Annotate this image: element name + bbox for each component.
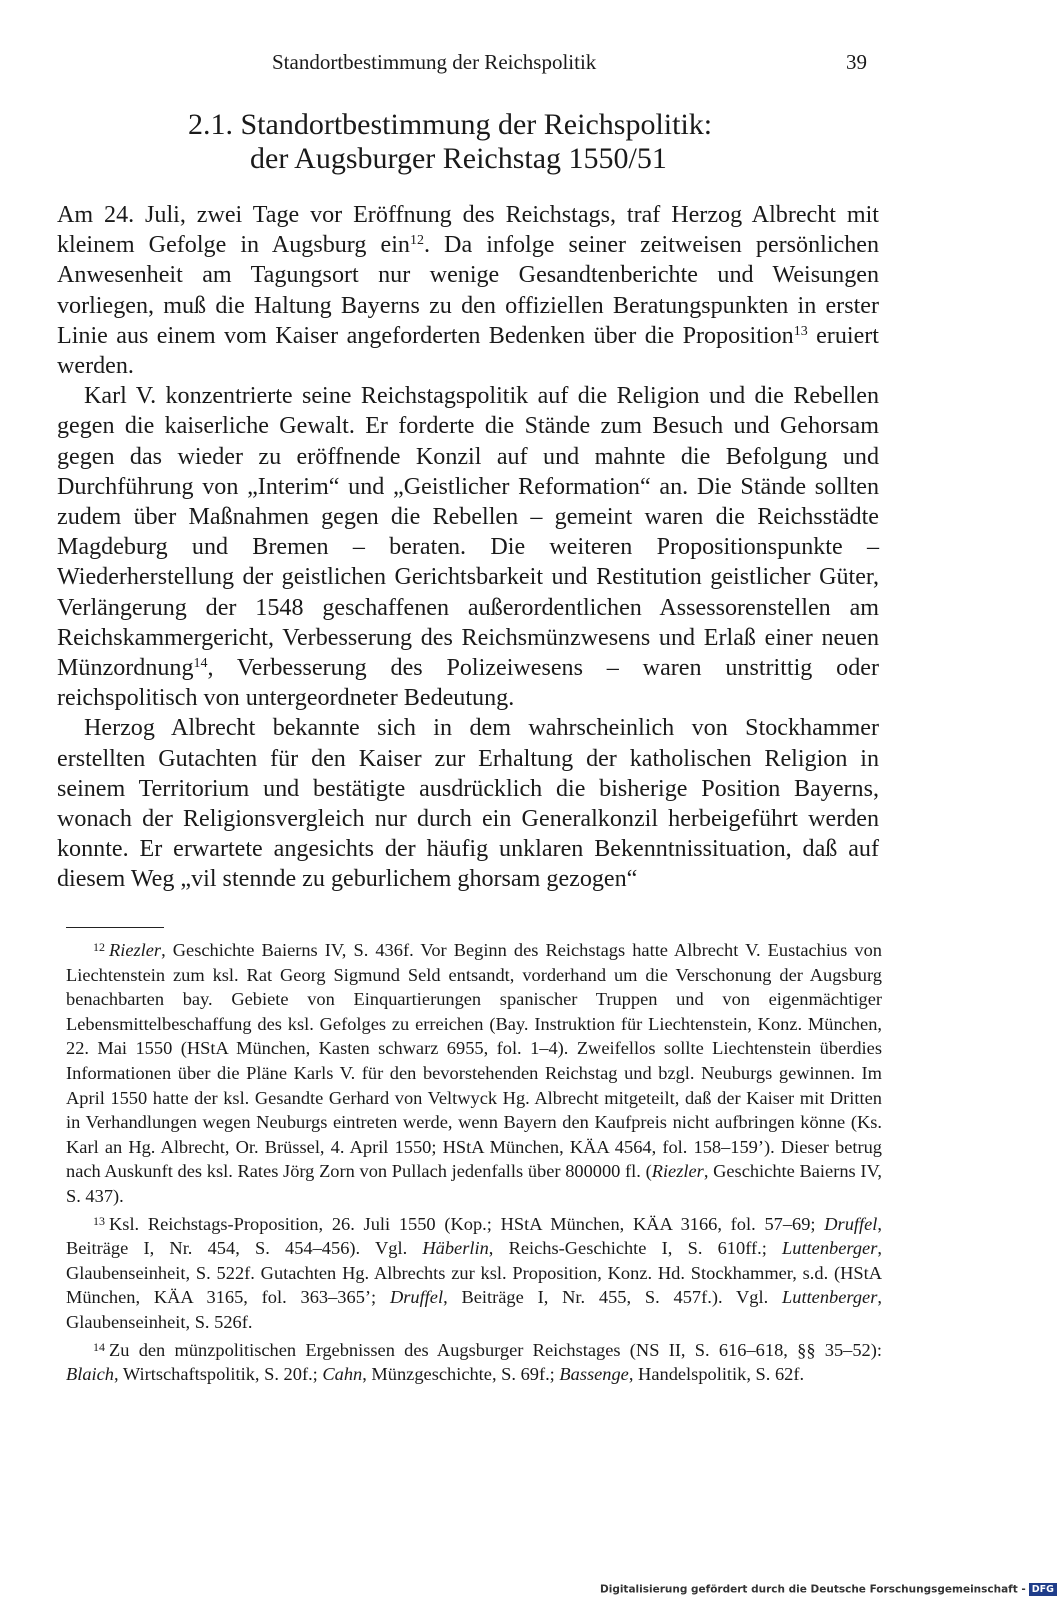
footnote: [66, 935, 882, 1209]
footnote-text: , Wirtschaftspolitik, S. 20f.;: [114, 1364, 323, 1385]
footnote-text: Ksl. Reichstags-Proposition, 26. Juli 1550 (Kop.; HStA München, KÄA 3166, fol. 57–69;: [109, 1213, 825, 1234]
footnote-text: , Reichs-Geschichte I, S. 610ff.;: [488, 1238, 783, 1259]
section-heading-line-1: 2.1. Standortbestimmung der Reichspolitik:: [188, 108, 713, 141]
footnotes: [66, 935, 882, 1387]
author-name: Blaich: [66, 1364, 115, 1385]
page-number: 39: [846, 50, 867, 74]
footnote-text: , Geschichte Baierns IV, S. 437).: [66, 1161, 882, 1206]
running-title: Standortbestimmung der Reichspolitik: [272, 50, 597, 74]
paragraph-2: [57, 381, 879, 713]
paragraph-text: Am 24. Juli, zwei Tage vor Eröffnung des Reichstags, traf Herzog Albrecht mit kleinem Gefolge in Augsburg ein: [57, 202, 879, 259]
footnote-text: , Beiträge I, Nr. 455, S. 457f.). Vgl.: [443, 1287, 783, 1308]
dfg-logo: DFG: [1029, 1583, 1057, 1596]
running-head: [0, 48, 1000, 80]
paragraph-1: [57, 200, 879, 381]
section-heading-line-2: der Augsburger Reichstag 1550/51: [250, 142, 667, 175]
author-name: Häberlin: [422, 1238, 489, 1259]
author-name: Druffel: [824, 1213, 878, 1234]
footnote-text: , Glaubenseinheit, S. 522f. Gutachten Hg. Albrechts zur ksl. Proposition, Konz. Hd. Stockhammer, s.d. (HStA München, KÄA 3165, fol. 363–365’;: [66, 1238, 882, 1308]
paragraph-text: Karl V. konzentrierte seine Reichstagspolitik auf die Religion und die Rebellen gegen die kaiserliche Gewalt. Er forderte die Stände zum Besuch und Gehorsam gegen das wieder zu eröffnende Konzil auf und mahnte die Befolgung und Durchführung von „Interim“ und „Geistlicher Reformation“ an. Die Stände sollten zudem über Maßnahmen gegen die Rebellen – gemeint waren die Reichsstädte Magdeburg und Bremen – beraten. Die weiteren Propositionspunkte – Wiederherstellung der geistlichen Gerichtsbarkeit und Restitution geistlicher Güter, Verlängerung der 1548 geschaffenen außerordentlichen Assessorenstellen am Reichskammergericht, Verbesserung des Reichsmünzwesens und Erlaß einer neuen Münzordnung: [57, 383, 879, 682]
footnote-number: 13: [93, 1213, 105, 1228]
paragraph-text: , Verbesserung des Polizeiwesens – waren unstrittig oder reichspolitisch von untergeordneter Bedeutung.: [57, 655, 879, 712]
footnote-text: , Münzgeschichte, S. 69f.;: [362, 1364, 560, 1385]
digitization-credit: [600, 1583, 1054, 1596]
paragraph-3: Herzog Albrecht bekannte sich in dem wahrscheinlich von Stockhammer erstellten Gutachten für den Kaiser zur Erhaltung der katholischen Religion in seinem Territorium und bestätigte ausdrücklich die bisherige Position Bayerns, wonach der Religionsvergleich nur durch ein Generalkonzil herbeigeführt werden konnte. Er erwartete angesichts der häufig unklaren Bekenntnissituation, daß auf diesem Weg „vil stennde zu geburlichem ghorsam gezogen“: [57, 715, 879, 893]
footnote-number: 12: [93, 940, 105, 954]
footnote: [66, 1209, 882, 1335]
footnote-ref-14: 14: [193, 656, 208, 672]
footnote-separator: [66, 927, 164, 928]
footnote: [66, 1335, 882, 1387]
footnote-ref-12: 12: [409, 233, 424, 249]
credit-text: Digitalisierung gefördert durch die Deutsche Forschungsgemeinschaft -: [600, 1583, 1026, 1596]
author-name: Cahn: [322, 1364, 363, 1385]
footnote-number: 14: [93, 1339, 105, 1354]
footnote-text: , Geschichte Baierns IV, S. 436f. Vor Beginn des Reichstags hatte Albrecht V. Eustachius von Liechtenstein zum ksl. Rat Georg Sigmund Seld entsandt, vorderhand um die Verschonung der Augsburg benachbarten bay. Gebiete von Einquartierungen spanischer Truppen und von eigenmächtiger Lebensmittelbeschaffung des ksl. Gefolges zu erreichen (Bay. Instruktion für Liechtenstein, Konz. München, 22. Mai 1550 (HStA München, Kasten schwarz 6955, fol. 1–4). Zweifellos sollte Liechtenstein überdies Informationen über die Pläne Karls V. für den bevorstehenden Reichstag und bzgl. Neuburgs gewinnen. Im April 1550 hatte der ksl. Gesandte Gerhard von Veltwyck Hg. Albrecht mitgeteilt, daß der Kaiser mit Dritten in Verhandlungen wegen Neuburgs eintreten werde, wenn Bayern den Kaufpreis nicht aufbringen könne (Ks. Karl an Hg. Albrecht, Or. Brüssel, 4. April 1550; HStA München, KÄA 4564, fol. 158–159’). Dieser betrug nach Auskunft des ksl. Rates Jörg Zorn von Pullach jedenfalls über 800000 fl. (: [66, 940, 882, 1182]
footnote-text: , Handelspolitik, S. 62f.: [628, 1364, 805, 1385]
footnote-text: Zu den münzpolitischen Ergebnissen des Augsburger Reichstages (NS II, S. 616–618, §§ 35–52):: [109, 1339, 882, 1360]
body-text: [57, 200, 879, 895]
author-name: Luttenberger: [782, 1238, 878, 1259]
footnote-text: , Beiträge I, Nr. 454, S. 454–456). Vgl.: [66, 1213, 882, 1259]
author-name: Luttenberger: [782, 1287, 878, 1308]
author-name: Bassenge: [559, 1364, 629, 1385]
author-name: Riezler: [651, 1161, 704, 1182]
footnote-ref-13: 13: [793, 323, 808, 339]
footnote-text: , Glaubenseinheit, S. 526f.: [66, 1287, 882, 1332]
paragraph-text: eruiert werden.: [57, 322, 879, 380]
paragraph-text: . Da infolge seiner zeitweisen persönlichen Anwesenheit am Tagungsort nur wenige Gesandtenberichte und Weisungen vorliegen, muß die Haltung Bayerns zu den offiziellen Beratungspunkten in erster Linie aus einem vom Kaiser angeforderten Bedenken über die Proposition: [57, 232, 879, 349]
author-name: Druffel: [389, 1287, 444, 1308]
author-name: Riezler: [109, 940, 162, 960]
